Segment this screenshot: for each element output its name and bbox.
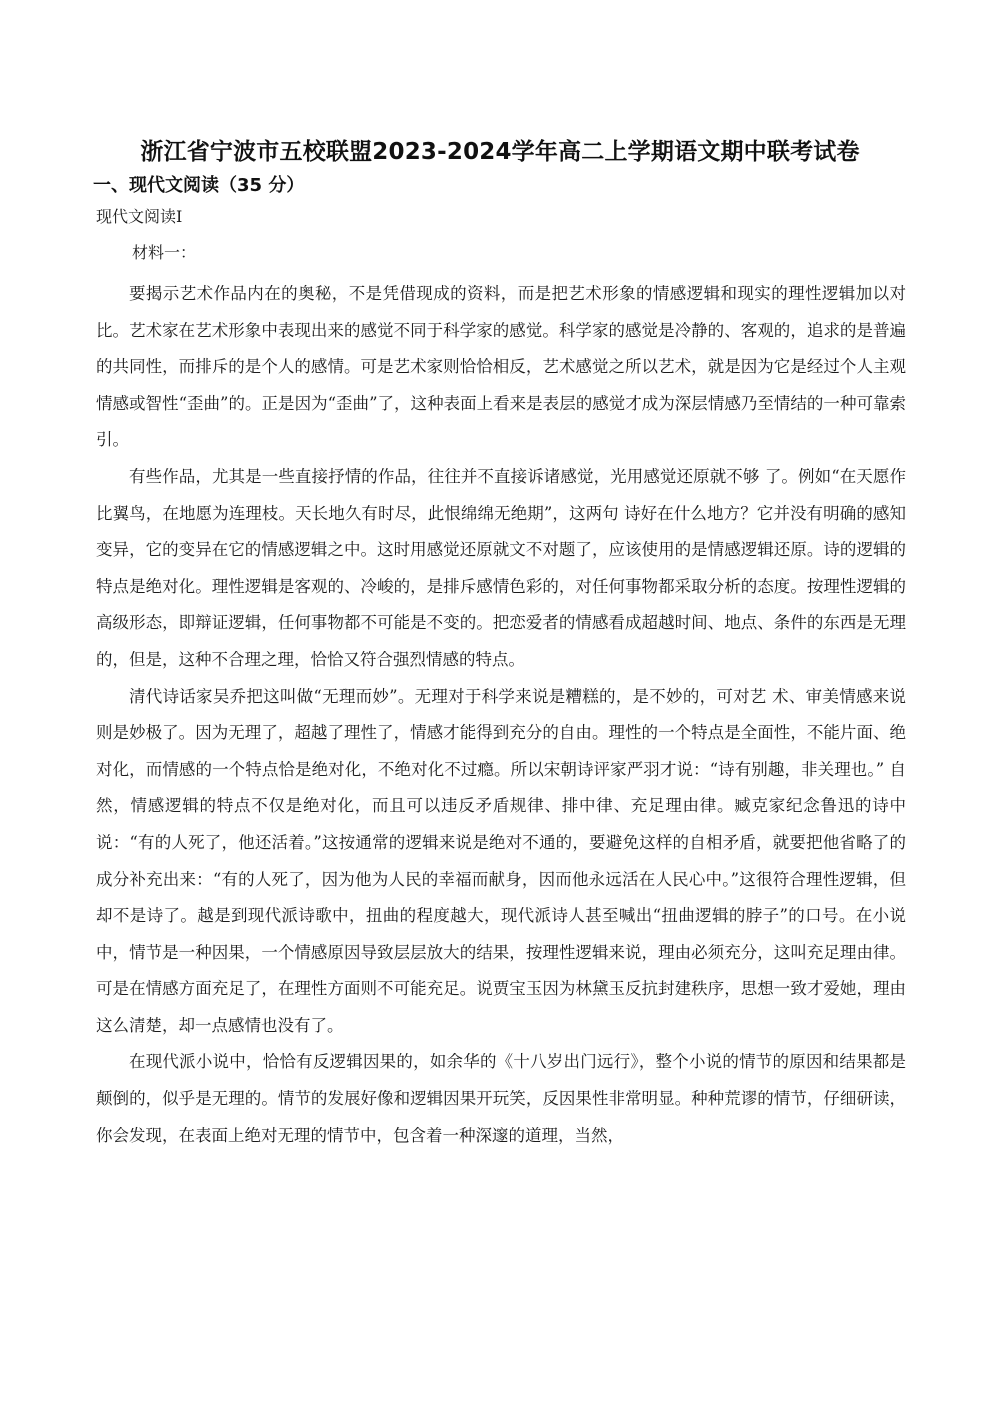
section-heading: 一、现代文阅读（35 分） bbox=[93, 175, 305, 196]
subsection-label: 现代文阅读Ⅰ bbox=[96, 207, 183, 226]
paragraph-2: 有些作品，尤其是一些直接抒情的作品，往往并不直接诉诸感觉，光用感觉还原就不够 了。例如“在天愿作比翼鸟，在地愿为连理枝。天长地久有时尽，此恨绵绵无绝期”，这两句 诗好在什么地方？它并没有明确的感知变异，它的变异在它的情感逻辑之中。这时用感觉还原就文不对题了，应该使用的是情感逻辑还原。诗的逻辑的特点是绝对化。理性逻辑是客观的、冷峻的，是排斥感情色彩的，对任何事物都采取分析的态度。按理性逻辑的高级形态，即辩证逻辑，任何事物都不可能是不变的。把恋爱者的情感看成超越时间、地点、条件的东西是无理的，但是，这种不合理之理，恰恰又符合强烈情感的特点。 bbox=[96, 466, 906, 669]
exam-title: 浙江省宁波市五校联盟2023-2024学年高二上学期语文期中联考试卷 bbox=[140, 139, 860, 165]
paragraph-4: 在现代派小说中，恰恰有反逻辑因果的，如余华的《十八岁出门远行》，整个小说的情节的原因和结果都是颠倒的，似乎是无理的。情节的发展好像和逻辑因果开玩笑，反因果性非常明显。种种荒谬的情节，仔细研读，你会发现，在表面上绝对无理的情节中，包含着一种深邃的道理，当然， bbox=[96, 1052, 906, 1145]
paragraph-1: 要揭示艺术作品内在的奥秘，不是凭借现成的资料，而是把艺术形象的情感逻辑和现实的理性逻辑加以对比。艺术家在艺术形象中表现出来的感觉不同于科学家的感觉。科学家的感觉是冷静的、客观的，追求的是普遍的共同性，而排斥的是个人的感情。可是艺术家则恰恰相反，艺术感觉之所以艺术，就是因为它是经过个人主观情感或智性“歪曲”的。正是因为“歪曲”了，这种表面上看来是表层的感觉才成为深层情感乃至情结的一种可靠索引。 bbox=[96, 284, 906, 450]
material-label: 材料一： bbox=[132, 243, 197, 262]
paragraph-3: 清代诗话家吴乔把这叫做“无理而妙”。无理对于科学来说是糟糕的，是不妙的，可对艺 术、审美情感来说则是妙极了。因为无理了，超越了理性了，情感才能得到充分的自由。理性的一个特点是全面性，不能片面、绝对化，而情感的一个特点恰是绝对化，不绝对化不过瘾。所以宋朝诗评家严羽才说：“诗有别趣，非关理也。” 自然，情感逻辑的特点不仅是绝对化，而且可以违反矛盾规律、排中律、充足理由律。臧克家纪念鲁迅的诗中说：“有的人死了，他还活着。”这按通常的逻辑来说是绝对不通的，要避免这样的自相矛盾，就要把他省略了的成分补充出来：“有的人死了，因为他为人民的幸福而献身，因而他永远活在人民心中。”这很符合理性逻辑，但却不是诗了。越是到现代派诗歌中，扭曲的程度越大，现代派诗人甚至喊出“扭曲逻辑的脖子”的口号。在小说中，情节是一种因果，一个情感原因导致层层放大的结果，按理性逻辑来说，理由必须充分，这叫充足理由律。可是在情感方面充足了，在理性方面则不可能充足。说贾宝玉因为林黛玉反抗封建秩序，思想一致才爱她，理由这么清楚，却一点感情也没有了。 bbox=[96, 686, 906, 1035]
reading-passage bbox=[96, 276, 906, 1154]
